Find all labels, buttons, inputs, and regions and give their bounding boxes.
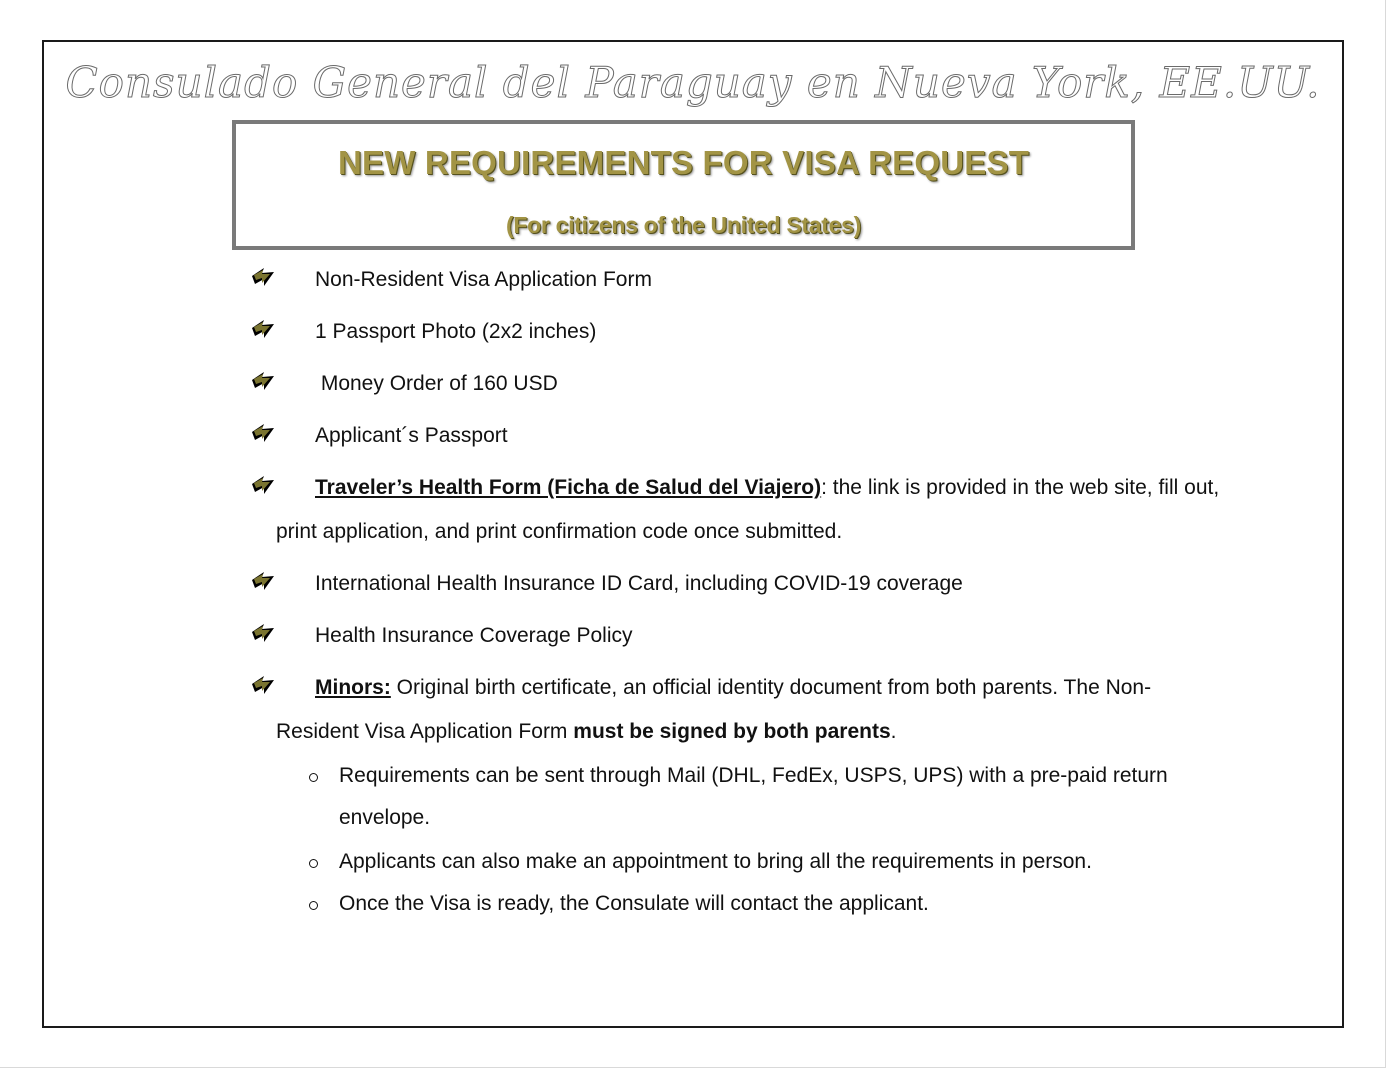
- requirement-item: Health Insurance Coverage Policy: [315, 624, 633, 647]
- minors-line2-end: .: [890, 720, 897, 743]
- requirement-item-continued: print application, and print confirmation code once submitted.: [276, 520, 843, 543]
- requirement-item: [315, 476, 1219, 500]
- arrow-bullet-icon: [250, 470, 276, 496]
- requirement-item: International Health Insurance ID Card, including COVID-19 coverage: [315, 572, 963, 595]
- requirement-item: Non-Resident Visa Application Form: [315, 268, 652, 291]
- arrow-bullet-icon: [250, 670, 276, 696]
- circle-bullet-icon: [309, 773, 318, 782]
- note-item: Requirements can be sent through Mail (DHL, FedEx, USPS, UPS) with a pre-paid return: [339, 764, 1168, 787]
- minors-line2-start: Resident Visa Application Form: [276, 720, 574, 743]
- minors-label: Minors:: [315, 676, 391, 699]
- requirement-item: Money Order of 160 USD: [315, 372, 558, 395]
- arrow-bullet-icon: [250, 418, 276, 444]
- circle-bullet-icon: [309, 901, 318, 910]
- page-title: NEW REQUIREMENTS FOR VISA REQUEST: [337, 144, 1030, 181]
- health-form-link[interactable]: Traveler’s Health Form (Ficha de Salud del Viajero): [315, 476, 822, 499]
- consulate-header: Consulado General del Paraguay en Nueva York, EE.UU.: [65, 58, 1321, 107]
- arrow-bullet-icon: [250, 366, 276, 392]
- minors-line2-bold: must be signed by both parents: [573, 720, 891, 743]
- requirement-item: Applicant´s Passport: [315, 424, 508, 447]
- arrow-bullet-icon: [250, 314, 276, 340]
- requirement-item: [315, 676, 1151, 700]
- circle-bullet-icon: [309, 859, 318, 868]
- arrow-bullet-icon: [250, 262, 276, 288]
- note-item-continued: envelope.: [339, 806, 431, 829]
- minors-description: Original birth certificate, an official identity document from both parents. The Non-: [390, 676, 1152, 699]
- requirement-item-continued: [276, 720, 896, 744]
- requirement-item: 1 Passport Photo (2x2 inches): [315, 320, 597, 343]
- page-subtitle: (For citizens of the United States): [506, 212, 861, 238]
- title-box: [232, 120, 1135, 250]
- arrow-bullet-icon: [250, 566, 276, 592]
- note-item: Once the Visa is ready, the Consulate will contact the applicant.: [339, 892, 929, 915]
- arrow-bullet-icon: [250, 618, 276, 644]
- note-item: Applicants can also make an appointment to bring all the requirements in person.: [339, 850, 1092, 873]
- health-form-description: : the link is provided in the web site, fill out,: [821, 476, 1220, 499]
